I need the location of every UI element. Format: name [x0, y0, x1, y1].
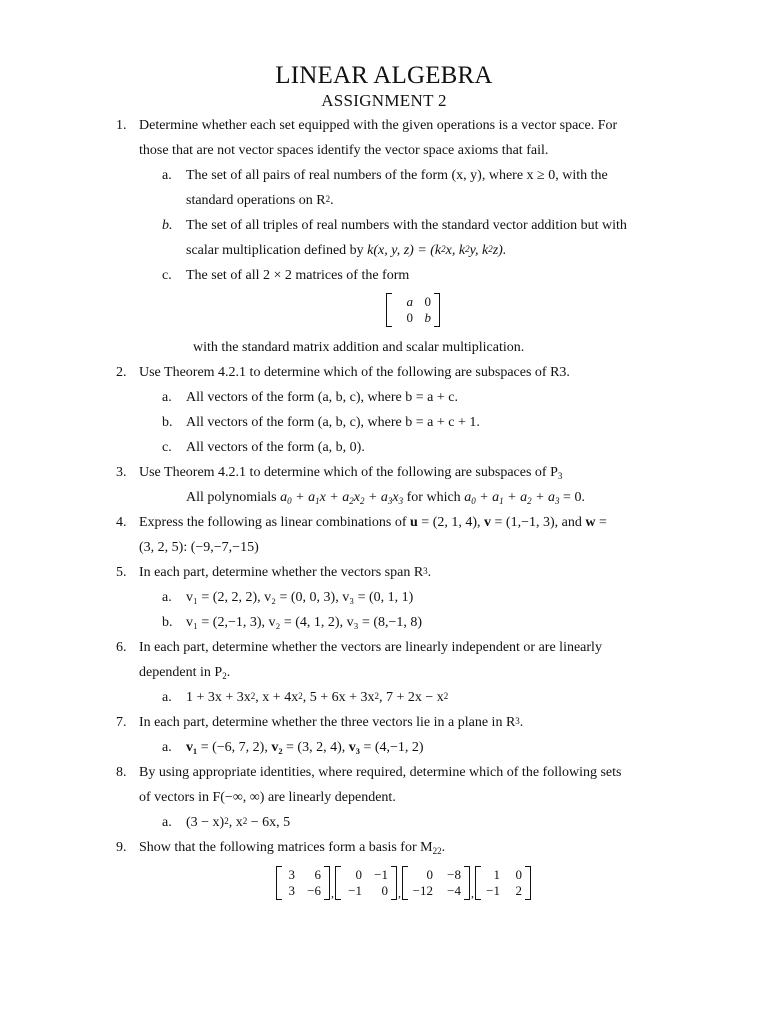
- q3-text-line2: All polynomials $a_0 + a_1x + a_2x_2 + a_3x_3$ for which $a_0 + a_1 + a_2 + a_3 = 0$.: [186, 490, 585, 506]
- matrix-separator: ,: [398, 886, 401, 900]
- q2-text: Use Theorem 4.2.1 to determine which of the following are subspaces of R3.: [139, 365, 570, 380]
- q5a-text: v₁ = (2, 2, 2), v₂ = (0, 0, 3), v₃ = (0, 1, 1): [186, 590, 414, 605]
- q1-text-line1: Determine whether each set equipped with the given operations is a vector space. For: [139, 118, 618, 133]
- q8a-label: a.: [162, 815, 172, 830]
- matrix-cell: a: [406, 294, 413, 309]
- matrix-right-bracket: [434, 293, 440, 327]
- matrix-cell: 0: [381, 883, 388, 898]
- matrix-cell: −6: [307, 883, 321, 898]
- q1c-text-line2: with the standard matrix addition and scalar multiplication.: [193, 340, 525, 355]
- q1-text-line2: those that are not vector spaces identify the vector space axioms that fail.: [139, 143, 549, 158]
- q1c-matrix: [386, 293, 440, 327]
- q2b-text: All vectors of the form (a, b, c), where b = a + c + 1.: [186, 415, 480, 430]
- matrix-cell: −12: [412, 883, 433, 898]
- matrix-cell: 0: [426, 867, 433, 882]
- q6a-label: a.: [162, 690, 172, 705]
- q1a-text-line2: standard operations on $R^2$.: [186, 193, 334, 208]
- q9-matrices: [276, 866, 531, 900]
- q8-text-line2: of vectors in F(−∞, ∞) are linearly dependent.: [139, 790, 396, 805]
- q2b-label: b.: [162, 415, 173, 430]
- q1b-text-line2: scalar multiplication defined by k(x, y, $z) = (k^2x$, $k^2y$, $k^2z$).: [186, 243, 507, 258]
- q5b-label: b.: [162, 615, 173, 630]
- matrix-cell: −4: [447, 883, 461, 898]
- page-title: LINEAR ALGEBRA: [275, 62, 493, 89]
- q7-number: 7.: [116, 715, 127, 730]
- matrix-cell: −1: [374, 867, 388, 882]
- q2c-text: All vectors of the form (a, b, 0).: [186, 440, 365, 455]
- q5b-text: v₁ = (2,−1, 3), v₂ = (4, 1, 2), v₃ = (8,−1, 8): [186, 615, 423, 630]
- matrix-cell: −8: [447, 867, 461, 882]
- matrix-cell: 0: [406, 310, 413, 325]
- q5-number: 5.: [116, 565, 127, 580]
- q6-text-line1: In each part, determine whether the vectors are linearly independent or are linearly: [139, 640, 602, 655]
- q2a-text: All vectors of the form (a, b, c), where b = a + c.: [186, 390, 458, 405]
- q2-number: 2.: [116, 365, 127, 380]
- q3-number: 3.: [116, 465, 127, 480]
- page-subtitle: ASSIGNMENT 2: [321, 91, 447, 110]
- matrix-cell: 3: [288, 883, 295, 898]
- q8a-text: $(3 - x)^2$, $x^2 - 6x$, 5: [186, 815, 291, 830]
- q5a-label: a.: [162, 590, 172, 605]
- q1a-text-line1: The set of all pairs of real numbers of the form (x, y), where x ≥ 0, with the: [186, 168, 608, 183]
- matrix-right-bracket: [525, 866, 531, 900]
- matrix-separator: ,: [471, 886, 474, 900]
- matrix-cell: 3: [288, 867, 295, 882]
- q4-number: 4.: [116, 515, 127, 530]
- q7-text: In each part, determine whether the three vectors lie in a plane in $R^3$.: [139, 715, 524, 730]
- q6-number: 6.: [116, 640, 127, 655]
- q5-text: In each part, determine whether the vectors span $R^3$.: [139, 565, 432, 580]
- matrix-cell: −1: [348, 883, 362, 898]
- q3-text-line1: Use Theorem 4.2.1 to determine which of the following are subspaces of $P_3$: [139, 465, 563, 481]
- q7a-label: a.: [162, 740, 172, 755]
- q9-text: Show that the following matrices form a basis for $M_{22}$.: [139, 840, 446, 856]
- q4-text-line2: (3, 2, 5): (−9,−7,−15): [139, 540, 259, 555]
- q2a-label: a.: [162, 390, 172, 405]
- q1c-label: c.: [162, 268, 172, 283]
- q2c-label: c.: [162, 440, 172, 455]
- q1b-label: b.: [162, 218, 173, 233]
- q4-text-line1: Express the following as linear combinations of u = (2, 1, 4), v = (1,−1, 3), and w =: [139, 515, 607, 530]
- q1-number: 1.: [116, 118, 127, 133]
- matrix-cell: 6: [314, 867, 321, 882]
- q7a-text: v₁ = (−6, 7, 2), v₂ = (3, 2, 4), v₃ = (4,−1, 2): [186, 740, 424, 755]
- matrix-cell: 0: [515, 867, 522, 882]
- q8-number: 8.: [116, 765, 127, 780]
- q8-text-line1: By using appropriate identities, where required, determine which of the following sets: [139, 765, 622, 780]
- matrix-separator: ,: [331, 886, 334, 900]
- matrix-cell: 2: [515, 883, 522, 898]
- matrix-cell: 0: [424, 294, 431, 309]
- matrix-cell: 1: [493, 867, 500, 882]
- q1b-text-line1: The set of all triples of real numbers with the standard vector addition but with: [186, 218, 627, 233]
- q9-number: 9.: [116, 840, 127, 855]
- q6a-text: $1 + 3x + 3x^2$, $x + 4x^2$, $5 + 6x + 3x^2$, $7 + 2x - x^2$: [186, 690, 449, 705]
- q6-text-line2: dependent in $P_2$.: [139, 665, 231, 681]
- matrix-cell: 0: [355, 867, 362, 882]
- matrix-cell: b: [424, 310, 431, 325]
- q1a-label: a.: [162, 168, 172, 183]
- q1c-text-line1: The set of all 2 × 2 matrices of the form: [186, 268, 410, 283]
- matrix-cell: −1: [486, 883, 500, 898]
